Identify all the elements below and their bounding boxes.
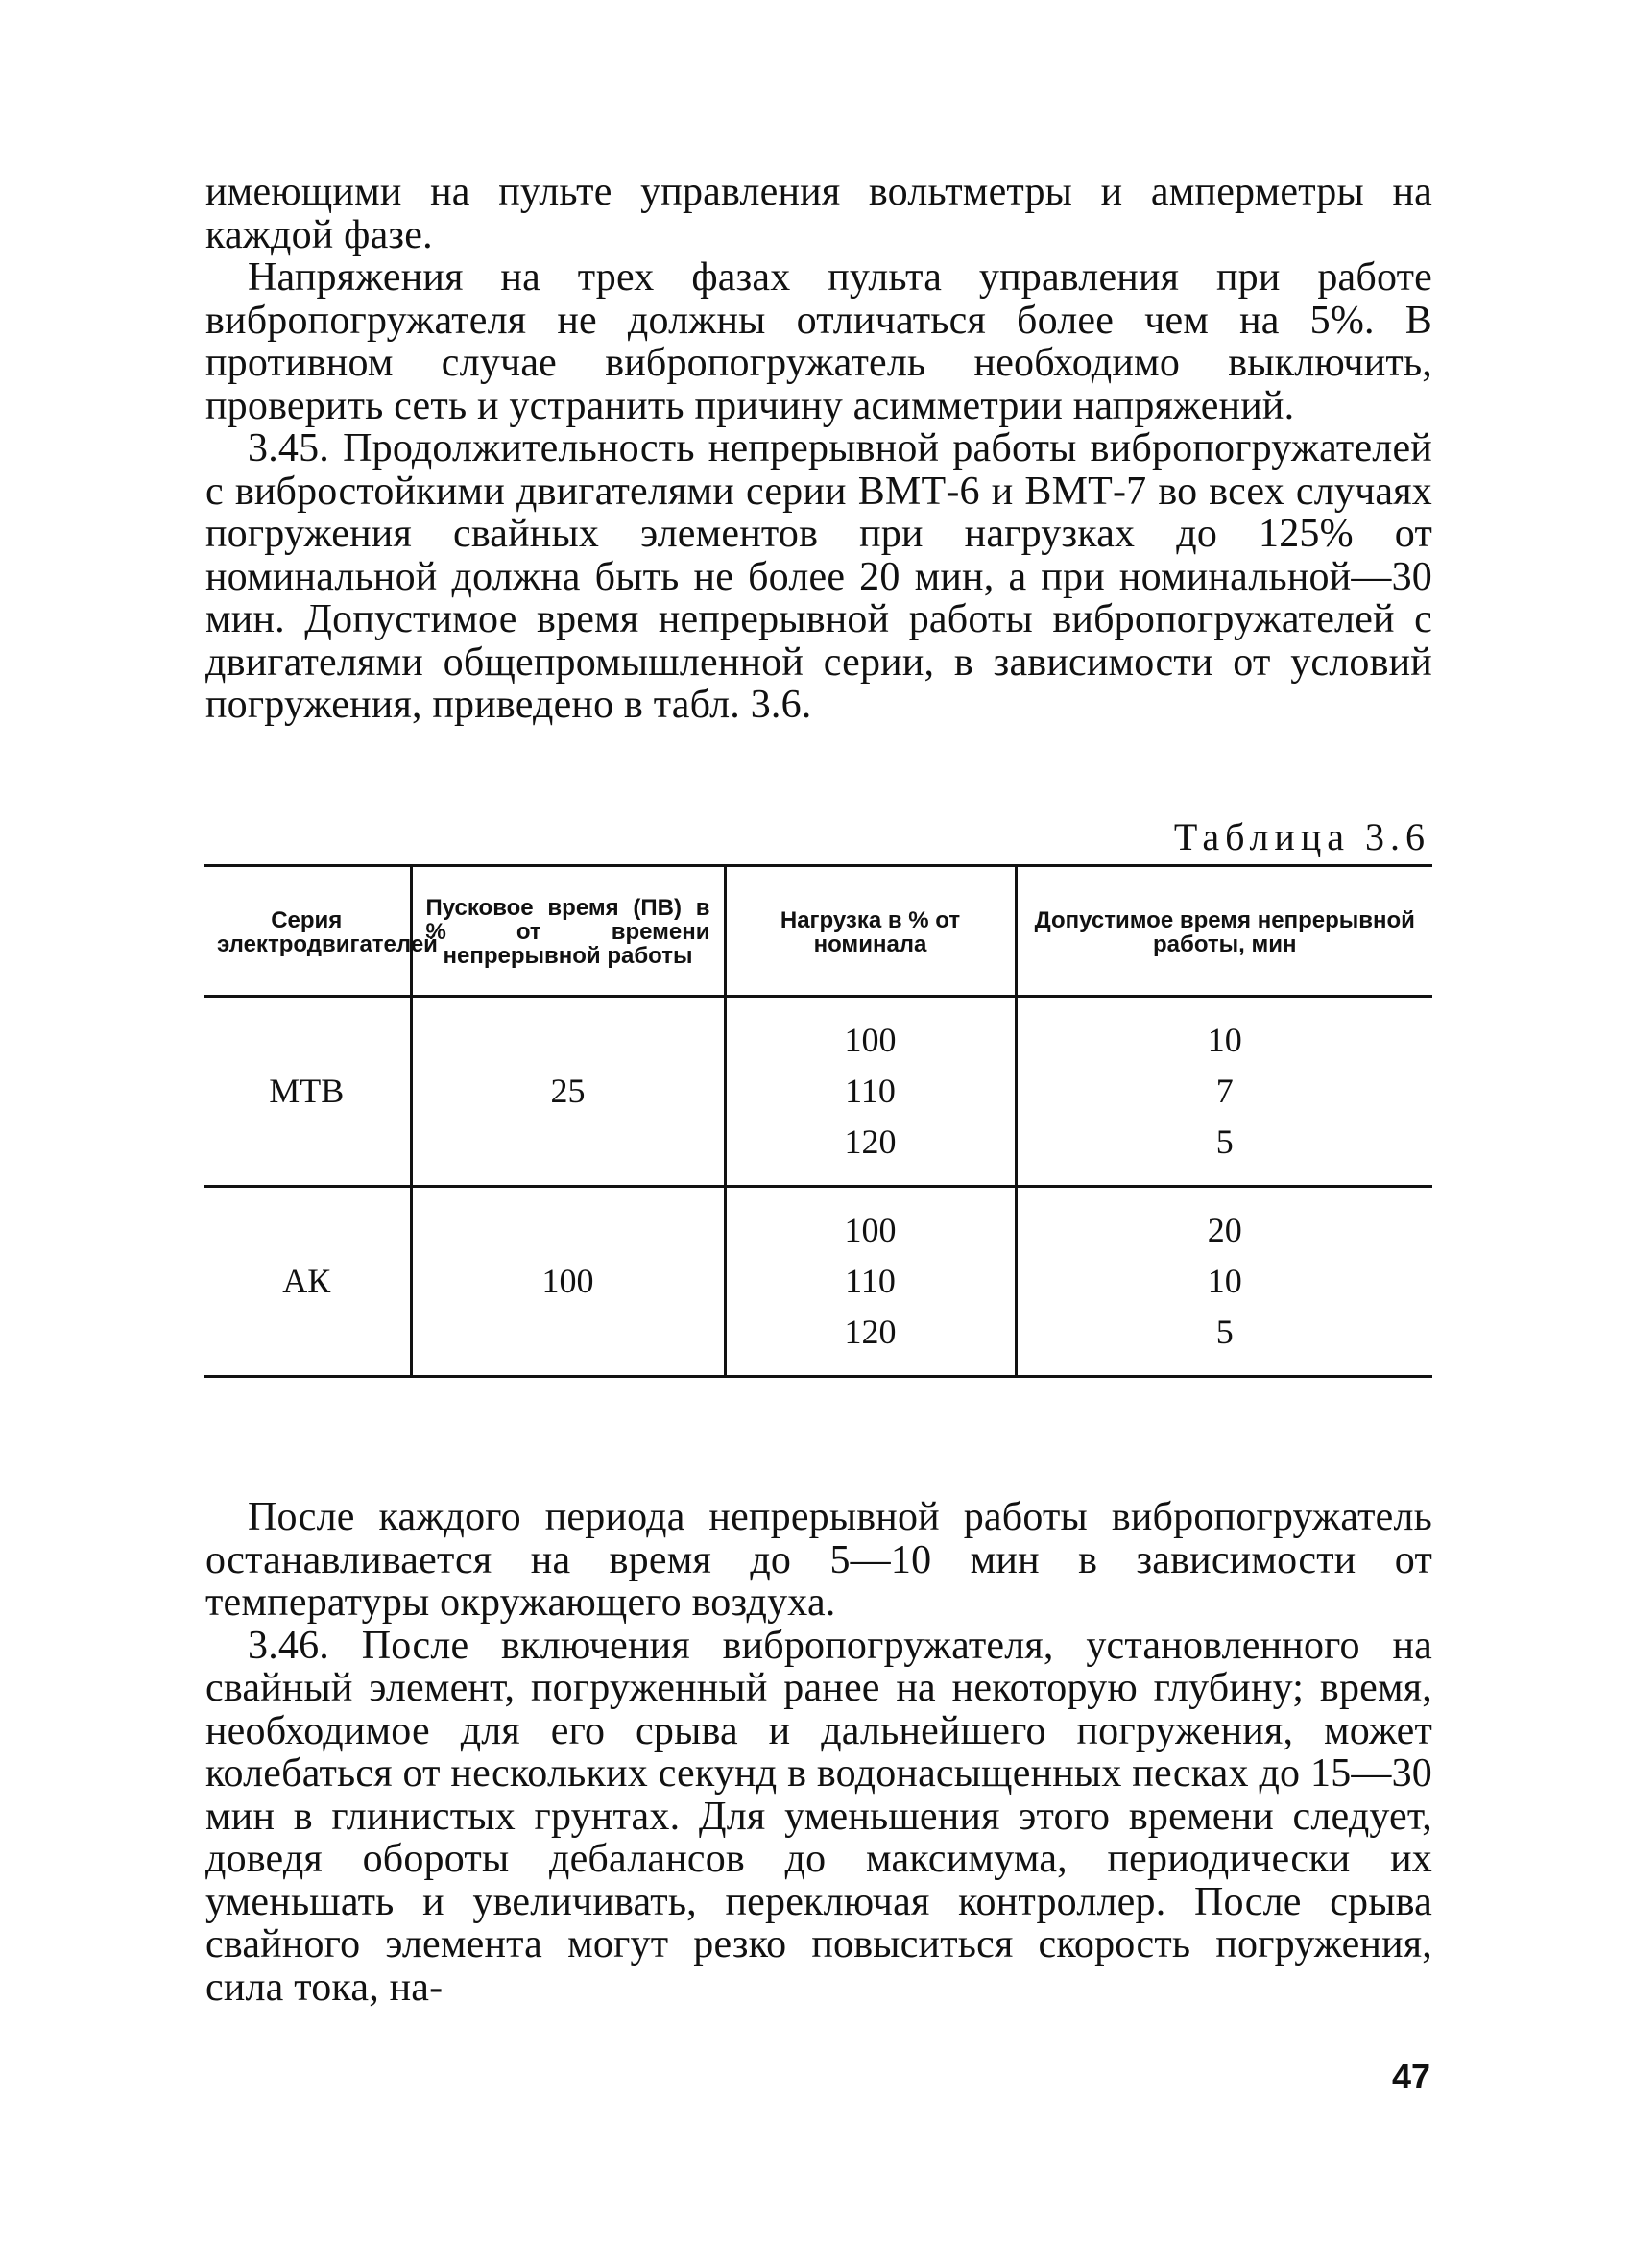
pv-cell: 25	[411, 997, 725, 1187]
pv-cell: 100	[411, 1187, 725, 1377]
table-row	[204, 997, 1432, 1187]
load-value: 110	[845, 1262, 896, 1300]
paragraph: Напряжения на трех фазах пульта управления при работе вибропогружателя не должны отличаться более чем на 5%. В противном случае вибропогружатель необходимо выключить, проверить сеть и устранить причину асимметрии напряжений.	[205, 255, 1432, 428]
text-block-top	[205, 171, 1432, 727]
time-cell	[1016, 997, 1432, 1187]
column-header: Пусковое время (ПВ) в % от времени непрерывной работы	[411, 866, 725, 997]
paragraph: 3.45. Продолжительность непрерывной работы вибропогружателей с вибростойкими двигателями серии ВМТ-6 и ВМТ-7 во всех случаях погружения свайных элементов при нагрузках до 125% от номинальной должна быть не более 20 мин, а при номинальной—30 мин. Допустимое время непрерывной работы вибропогружателей с двигателями общепромышленной серии, в зависимости от условий погружения, приведено в табл. 3.6.	[205, 426, 1432, 727]
series-cell: МТВ	[204, 997, 411, 1187]
time-value: 10	[1207, 1021, 1242, 1059]
load-cell	[725, 1187, 1016, 1377]
table-caption: Таблица 3.6	[1173, 815, 1430, 858]
load-cell	[725, 997, 1016, 1187]
load-value: 110	[845, 1072, 896, 1110]
series-cell: АК	[204, 1187, 411, 1377]
text-block-bottom	[205, 1496, 1432, 2009]
time-value: 7	[1215, 1072, 1234, 1110]
column-header: Нагрузка в % от номинала	[725, 866, 1016, 997]
time-value: 5	[1215, 1122, 1234, 1161]
column-header: Серия электродвигателей	[204, 866, 411, 997]
paragraph: имеющими на пульте управления вольтметры и амперметры на каждой фазе.	[205, 170, 1432, 257]
table-row	[204, 1187, 1432, 1377]
table-container	[204, 864, 1432, 1378]
paragraph: 3.46. После включения вибропогружателя, установленного на свайный элемент, погруженный ранее на некоторую глубину; время, необходимое для его срыва и дальнейшего погружения, может колебаться от нескольких секунд в водонасыщенных песках до 15—30 мин в глинистых грунтах. Для уменьшения этого времени следует, доведя обороты дебалансов до максимума, периодически их уменьшать и увеличивать, переключая контроллер. После срыва свайного элемента могут резко повыситься скорость погружения, сила тока, на-	[205, 1623, 1432, 2010]
column-header: Допустимое время непрерывной работы, мин	[1016, 866, 1432, 997]
page-number: 47	[1391, 2057, 1430, 2096]
time-value: 10	[1207, 1262, 1242, 1300]
load-value: 100	[844, 1021, 897, 1059]
data-table	[204, 864, 1432, 1378]
time-value: 20	[1207, 1211, 1242, 1249]
table-header-row	[204, 866, 1432, 997]
time-cell	[1016, 1187, 1432, 1377]
load-value: 100	[844, 1211, 897, 1249]
time-value: 5	[1215, 1313, 1234, 1351]
load-value: 120	[844, 1313, 897, 1351]
paragraph: После каждого периода непрерывной работы вибропогружатель останавливается на время до 5—10 мин в зависимости от температуры окружающего воздуха.	[205, 1495, 1432, 1625]
load-value: 120	[844, 1122, 897, 1161]
